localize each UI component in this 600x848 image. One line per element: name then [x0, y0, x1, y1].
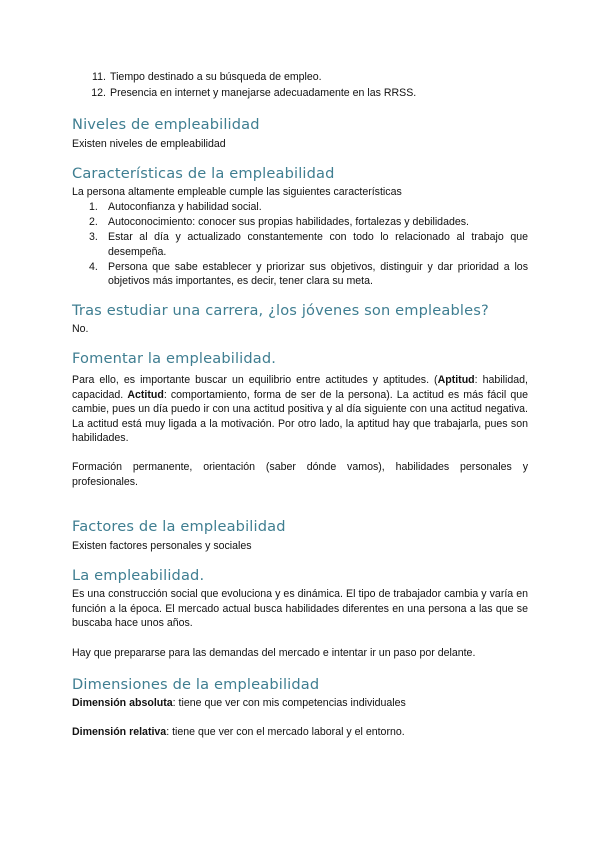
list-item-text: Presencia en internet y manejarse adecuadamente en las RRSS. — [110, 87, 417, 99]
list-number: 1. — [89, 201, 98, 213]
caracteristicas-list — [89, 200, 528, 289]
heading-caracteristicas: Características de la empleabilidad — [72, 165, 335, 182]
heading-la-empleabilidad: La empleabilidad. — [72, 567, 205, 584]
heading-jovenes: Tras estudiar una carrera, ¿los jóvenes son empleables? — [72, 302, 489, 319]
la-empleabilidad-paragraph-2: Hay que prepararse para las demandas del mercado e intentar ir un paso por delante. — [72, 647, 476, 659]
text-span: : habilidad, capacidad. — [72, 374, 528, 401]
text-span: Para ello, es importante buscar un equilibrio entre actitudes y aptitudes. ( — [72, 374, 438, 386]
aptitud-label: Aptitud — [437, 374, 475, 386]
list-item-text: Tiempo destinado a su búsqueda de empleo. — [110, 71, 322, 83]
list-item — [91, 86, 530, 101]
jovenes-answer: No. — [72, 323, 89, 335]
list-number: 4. — [89, 260, 98, 273]
heading-niveles: Niveles de empleabilidad — [72, 116, 260, 133]
heading-factores: Factores de la empleabilidad — [72, 518, 286, 535]
list-item — [89, 200, 528, 215]
list-item — [89, 230, 528, 259]
fomentar-paragraph-2: Formación permanente, orientación (saber dónde vamos), habilidades personales y profesionales. — [72, 461, 528, 488]
list-item — [92, 70, 530, 85]
heading-dimensiones: Dimensiones de la empleabilidad — [72, 676, 320, 693]
list-number: 11. — [92, 71, 106, 83]
text-span: : comportamiento, forma de ser de la persona). La actitud es más fácil que cambie, pues un día puedo ir con una actitud positiva y al día siguiente con una actitud negativa. La actitud está muy ligada a la motivación. Por otro lado, la aptitud hay que trabajarla, pues son habilidades. — [72, 388, 528, 444]
list-item-text: Autoconocimiento: conocer sus propias habilidades, fortalezas y debilidades. — [108, 216, 469, 228]
niveles-body: Existen niveles de empleabilidad — [72, 138, 226, 150]
heading-fomentar: Fomentar la empleabilidad. — [72, 350, 277, 367]
dimension-relativa — [72, 725, 528, 740]
list-item-text: Persona que sabe establecer y priorizar sus objetivos, distinguir y dar prioridad a los objetivos más importantes, es decir, tener clara su meta. — [108, 260, 528, 287]
caracteristicas-intro: La persona altamente empleable cumple las siguientes características — [72, 186, 402, 198]
list-item-text: Autoconfianza y habilidad social. — [108, 201, 262, 213]
list-item-text: Estar al día y actualizado constantemente con todo lo relacionado al trabajo que desempeña. — [108, 231, 528, 258]
intro-list — [91, 70, 530, 101]
list-item — [89, 215, 528, 230]
fomentar-paragraph-1 — [72, 373, 528, 446]
list-number: 3. — [89, 231, 98, 243]
dimension-relativa-label: Dimensión relativa — [72, 726, 167, 738]
list-number: 12. — [91, 87, 106, 99]
dimension-absoluta-label: Dimensión absoluta — [72, 697, 173, 709]
dimension-absoluta — [72, 696, 528, 711]
factores-body: Existen factores personales y sociales — [72, 540, 252, 552]
dimension-absoluta-text: : tiene que ver con mis competencias individuales — [172, 697, 406, 709]
la-empleabilidad-paragraph-1: Es una construcción social que evoluciona y es dinámica. El tipo de trabajador cambia y varía en función a la época. El mercado actual busca habilidades diferentes en una persona a las que se buscaba hace unos años. — [72, 588, 528, 629]
actitud-label: Actitud — [127, 388, 164, 401]
list-number: 2. — [89, 216, 98, 228]
dimension-relativa-text: : tiene que ver con el mercado laboral y el entorno. — [166, 726, 405, 738]
list-item — [89, 260, 528, 289]
